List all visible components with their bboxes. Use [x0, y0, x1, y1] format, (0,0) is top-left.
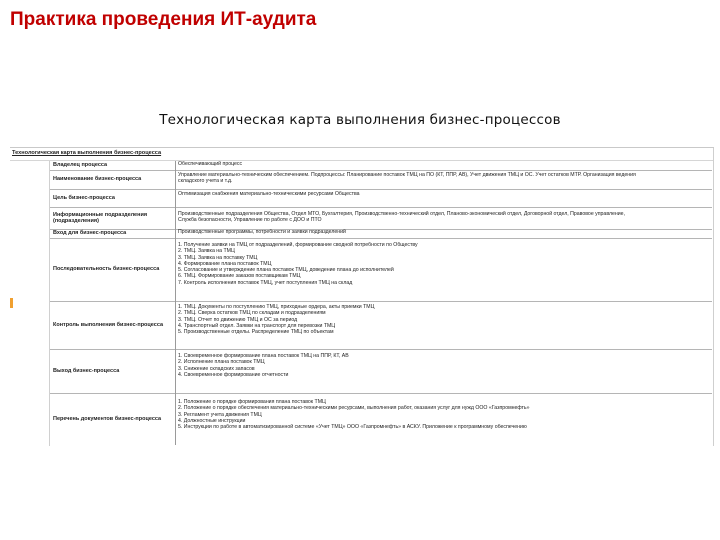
- row-label: Контроль выполнения бизнес-процесса: [50, 301, 176, 349]
- row-line: 6. ТМЦ. Формирование заказов поставщикам ТМЦ: [178, 273, 301, 280]
- row-label: Вход для бизнес-процесса: [50, 229, 176, 238]
- table-row-departments: [50, 207, 712, 230]
- table-row-documents: [50, 393, 712, 445]
- row-line: 7. Контроль исполнения поставок ТМЦ, учет поступления ТМЦ на склад: [178, 279, 353, 286]
- row-number-band: [10, 161, 50, 446]
- row-line: Обеспечивающий процесс: [178, 161, 243, 167]
- row-line: 1. Своевременное формирование плана поставок ТМЦ на ППР, КТ, АВ: [178, 353, 349, 359]
- slide-subtitle: Технологическая карта выполнения бизнес-процессов: [159, 112, 561, 128]
- table-row-goal: [50, 189, 712, 208]
- row-label: Информационные подразделения (подразделения): [50, 207, 176, 229]
- row-line: 2. ТМЦ. Сверка остатков ТМЦ по складам и подразделениям: [178, 310, 326, 317]
- row-line: Управление материально-техническим обеспечением. Подпроцессы: Планирование поставок ТМЦ на ПО (КТ, ППР, АВ), Учет движения ТМЦ и ОС. Учет остатков МТР. Организация ведения: [178, 172, 636, 178]
- row-line: 3. ТМЦ. Отчет по движению ТМЦ и ОС за период: [178, 316, 298, 323]
- row-value: [178, 393, 712, 446]
- row-line: 4. Транспортный отдел. Заявки на транспорт для перевозки ТМЦ: [178, 322, 336, 329]
- row-line: 1. Получение заявки на ТМЦ от подразделений, формирование сводной потребности по Обществу: [178, 242, 418, 248]
- row-line: 4. Формирование плана поставок ТМЦ: [178, 260, 272, 267]
- row-line: 2. Исполнение плана поставок ТМЦ: [178, 359, 265, 366]
- row-value: [178, 301, 712, 352]
- row-value: [178, 238, 712, 305]
- row-line: 2. Положение о порядке обеспечения материально-техническими ресурсами, выполнения работ, оказания услуг для нужд ООО «Газпромнефть»: [178, 405, 530, 412]
- row-label: Цель бизнес-процесса: [50, 189, 176, 207]
- row-line: 3. ТМЦ. Заявка на поставку ТМЦ: [178, 254, 258, 261]
- selection-marker: [10, 298, 13, 308]
- row-label: Владелец процесса: [50, 161, 176, 170]
- row-label: Наименование бизнес-процесса: [50, 170, 176, 189]
- row-label: Последовательность бизнес-процесса: [50, 238, 176, 301]
- row-value: [178, 349, 712, 397]
- row-line: 2. ТМЦ. Заявка на ТМЦ: [178, 248, 235, 255]
- row-line: 5. Инструкции по работе в автоматизированной системе «Учет ТМЦ» ООО «Газпромнефть» в АСКУ. Приложение к программному обеспечению: [178, 424, 527, 431]
- row-line: 3. Регламент учета движения ТМЦ: [178, 411, 262, 418]
- row-value: [178, 161, 712, 170]
- row-line: Производственные подразделения Общества, Отдел МТО, Бухгалтерия, Производственно-технический отдел, Планово-экономический отдел, Договорной отдел, Правовое управление,: [178, 211, 625, 217]
- row-line: 1. ТМЦ. Документы по поступлению ТМЦ, приходные ордера, акты приемки ТМЦ: [178, 304, 375, 310]
- process-map-sheet: [10, 147, 714, 446]
- row-line: 4. Своевременное формирование отчетности: [178, 371, 289, 378]
- row-line: Служба безопасности, Управление по работе с ДОО и ПТО: [178, 217, 322, 224]
- row-label: Перечень документов бизнес-процесса: [50, 393, 176, 445]
- sheet-right-edge: [713, 148, 714, 446]
- row-line: 5. Согласование и утверждение плана поставок ТМЦ, доведение плана до исполнителей: [178, 267, 394, 274]
- row-line: 1. Положение о порядке формирования плана поставок ТМЦ: [178, 399, 326, 405]
- table-row-process-name: [50, 170, 712, 190]
- table-row-control: [50, 301, 712, 350]
- row-line: 3. Снижение складских запасов: [178, 365, 255, 372]
- sheet-header: Технологическая карта выполнения бизнес-процесса: [12, 150, 162, 156]
- row-value: [178, 170, 712, 191]
- row-line: складского учета и т.д.: [178, 178, 233, 185]
- row-line: 4. Должностные инструкции: [178, 417, 246, 424]
- row-label: Выход бизнес-процесса: [50, 349, 176, 393]
- row-line: Производственные программы, потребности и заявки подразделений: [178, 229, 346, 235]
- row-line: 5. Производственные отделы. Распределение ТМЦ по объектам: [178, 329, 334, 336]
- slide-title: Практика проведения ИТ-аудита: [10, 9, 317, 30]
- row-value: [178, 229, 712, 238]
- row-value: [178, 189, 712, 209]
- row-line: Оптимизация снабжения материально-техническими ресурсами Общества: [178, 191, 360, 197]
- table-row-sequence: [50, 238, 712, 302]
- table-row-output: [50, 349, 712, 394]
